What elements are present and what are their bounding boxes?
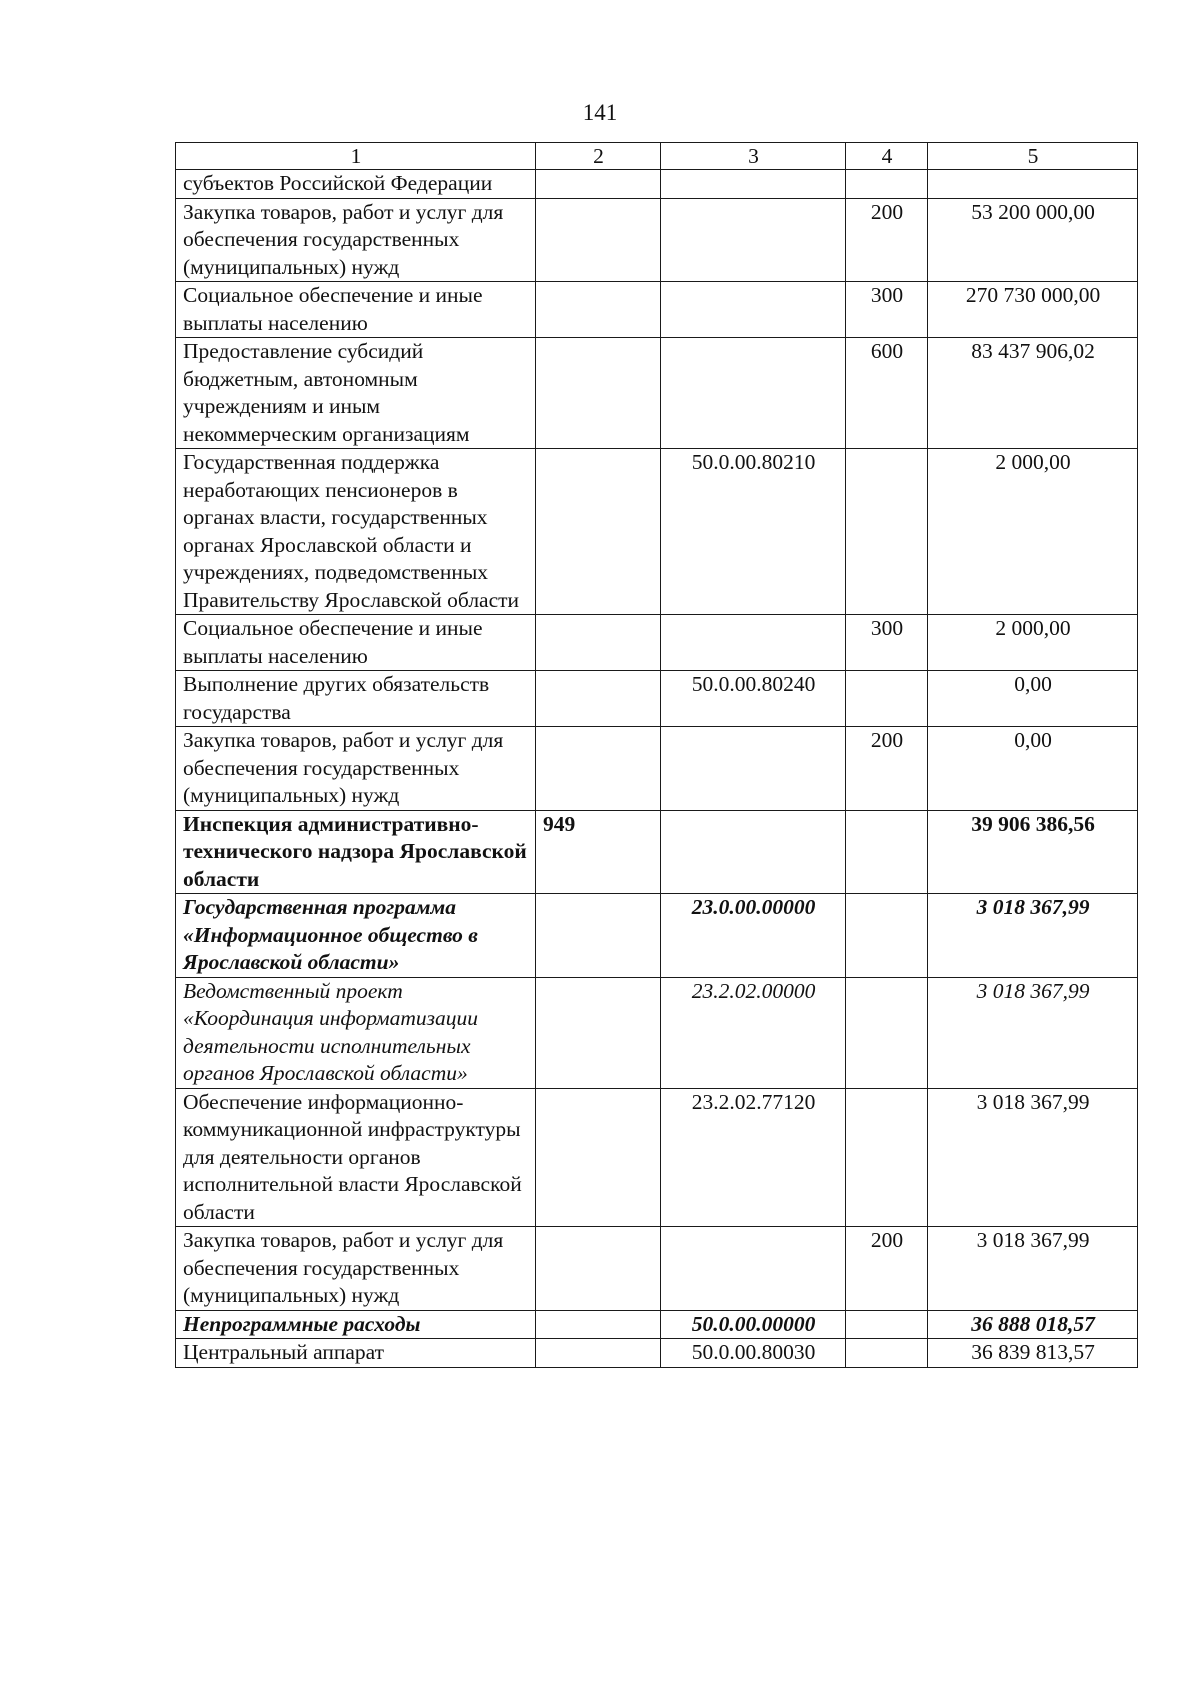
cell-kind (846, 449, 928, 615)
cell-kind: 200 (846, 198, 928, 282)
cell-kind (846, 671, 928, 727)
cell-sum: 36 888 018,57 (928, 1310, 1138, 1339)
table-row (176, 282, 1138, 338)
table-row (176, 1310, 1138, 1339)
cell-name: Ведомственный проект «Координация информатизации деятельности исполнительных органов Ярославской области» (176, 977, 536, 1088)
cell-name: субъектов Российской Федерации (176, 170, 536, 199)
table-row (176, 894, 1138, 978)
cell-code: 50.0.00.80210 (661, 449, 846, 615)
header-col-name: 1 (176, 143, 536, 170)
cell-kind (846, 170, 928, 199)
budget-table (175, 142, 1138, 1368)
cell-name: Социальное обеспечение и иные выплаты населению (176, 615, 536, 671)
header-col-kind: 4 (846, 143, 928, 170)
table-header (176, 143, 1138, 170)
table-row (176, 338, 1138, 449)
table-row (176, 1088, 1138, 1227)
page-number: 141 (582, 100, 618, 125)
cell-code (661, 615, 846, 671)
cell-code (661, 338, 846, 449)
cell-name: Предоставление субсидий бюджетным, автономным учреждениям и иным некоммерческим организациям (176, 338, 536, 449)
cell-dept (536, 977, 661, 1088)
cell-kind: 600 (846, 338, 928, 449)
cell-name: Центральный аппарат (176, 1339, 536, 1368)
header-col-code: 3 (661, 143, 846, 170)
cell-sum: 0,00 (928, 727, 1138, 811)
cell-sum: 3 018 367,99 (928, 977, 1138, 1088)
table-row (176, 449, 1138, 615)
cell-code: 50.0.00.80030 (661, 1339, 846, 1368)
cell-code (661, 727, 846, 811)
cell-dept (536, 198, 661, 282)
table-row (176, 977, 1138, 1088)
cell-name: Непрограммные расходы (176, 1310, 536, 1339)
table-row (176, 170, 1138, 199)
cell-dept (536, 338, 661, 449)
cell-kind: 200 (846, 727, 928, 811)
table-row (176, 1339, 1138, 1368)
header-row (176, 143, 1138, 170)
cell-dept (536, 170, 661, 199)
cell-dept: 949 (536, 810, 661, 894)
cell-dept (536, 1339, 661, 1368)
cell-kind (846, 810, 928, 894)
cell-code: 23.2.02.77120 (661, 1088, 846, 1227)
table-row (176, 198, 1138, 282)
cell-name: Закупка товаров, работ и услуг для обеспечения государственных (муниципальных) нужд (176, 1227, 536, 1311)
cell-sum (928, 170, 1138, 199)
cell-code (661, 170, 846, 199)
cell-kind (846, 977, 928, 1088)
table-body (176, 170, 1138, 1368)
cell-sum: 2 000,00 (928, 615, 1138, 671)
cell-code (661, 1227, 846, 1311)
cell-kind (846, 1088, 928, 1227)
cell-dept (536, 615, 661, 671)
cell-dept (536, 282, 661, 338)
header-col-sum: 5 (928, 143, 1138, 170)
cell-code (661, 198, 846, 282)
cell-sum: 0,00 (928, 671, 1138, 727)
cell-name: Государственная программа «Информационное общество в Ярославской области» (176, 894, 536, 978)
cell-dept (536, 671, 661, 727)
cell-kind: 200 (846, 1227, 928, 1311)
cell-sum: 2 000,00 (928, 449, 1138, 615)
table-row (176, 810, 1138, 894)
table-row (176, 671, 1138, 727)
cell-sum: 270 730 000,00 (928, 282, 1138, 338)
cell-dept (536, 727, 661, 811)
cell-dept (536, 894, 661, 978)
cell-code: 50.0.00.80240 (661, 671, 846, 727)
table-row (176, 1227, 1138, 1311)
cell-kind: 300 (846, 282, 928, 338)
cell-sum: 36 839 813,57 (928, 1339, 1138, 1368)
cell-code: 23.2.02.00000 (661, 977, 846, 1088)
cell-name: Закупка товаров, работ и услуг для обеспечения государственных (муниципальных) нужд (176, 198, 536, 282)
header-col-dept: 2 (536, 143, 661, 170)
cell-dept (536, 449, 661, 615)
cell-code (661, 810, 846, 894)
cell-sum: 39 906 386,56 (928, 810, 1138, 894)
cell-sum: 83 437 906,02 (928, 338, 1138, 449)
cell-name: Социальное обеспечение и иные выплаты населению (176, 282, 536, 338)
cell-kind: 300 (846, 615, 928, 671)
cell-sum: 3 018 367,99 (928, 894, 1138, 978)
cell-name: Инспекция административно-технического надзора Ярославской области (176, 810, 536, 894)
cell-kind (846, 1339, 928, 1368)
cell-code: 23.0.00.00000 (661, 894, 846, 978)
cell-code (661, 282, 846, 338)
cell-name: Выполнение других обязательств государства (176, 671, 536, 727)
cell-dept (536, 1088, 661, 1227)
cell-sum: 53 200 000,00 (928, 198, 1138, 282)
cell-name: Обеспечение информационно-коммуникационной инфраструктуры для деятельности органов исполнительной власти Ярославской области (176, 1088, 536, 1227)
cell-sum: 3 018 367,99 (928, 1088, 1138, 1227)
cell-kind (846, 894, 928, 978)
cell-name: Закупка товаров, работ и услуг для обеспечения государственных (муниципальных) нужд (176, 727, 536, 811)
table-row (176, 727, 1138, 811)
cell-sum: 3 018 367,99 (928, 1227, 1138, 1311)
cell-kind (846, 1310, 928, 1339)
cell-code: 50.0.00.00000 (661, 1310, 846, 1339)
cell-dept (536, 1227, 661, 1311)
cell-name: Государственная поддержка неработающих пенсионеров в органах власти, государственных органах Ярославской области и учреждениях, подведомственных Правительству Ярославской области (176, 449, 536, 615)
cell-dept (536, 1310, 661, 1339)
table-row (176, 615, 1138, 671)
